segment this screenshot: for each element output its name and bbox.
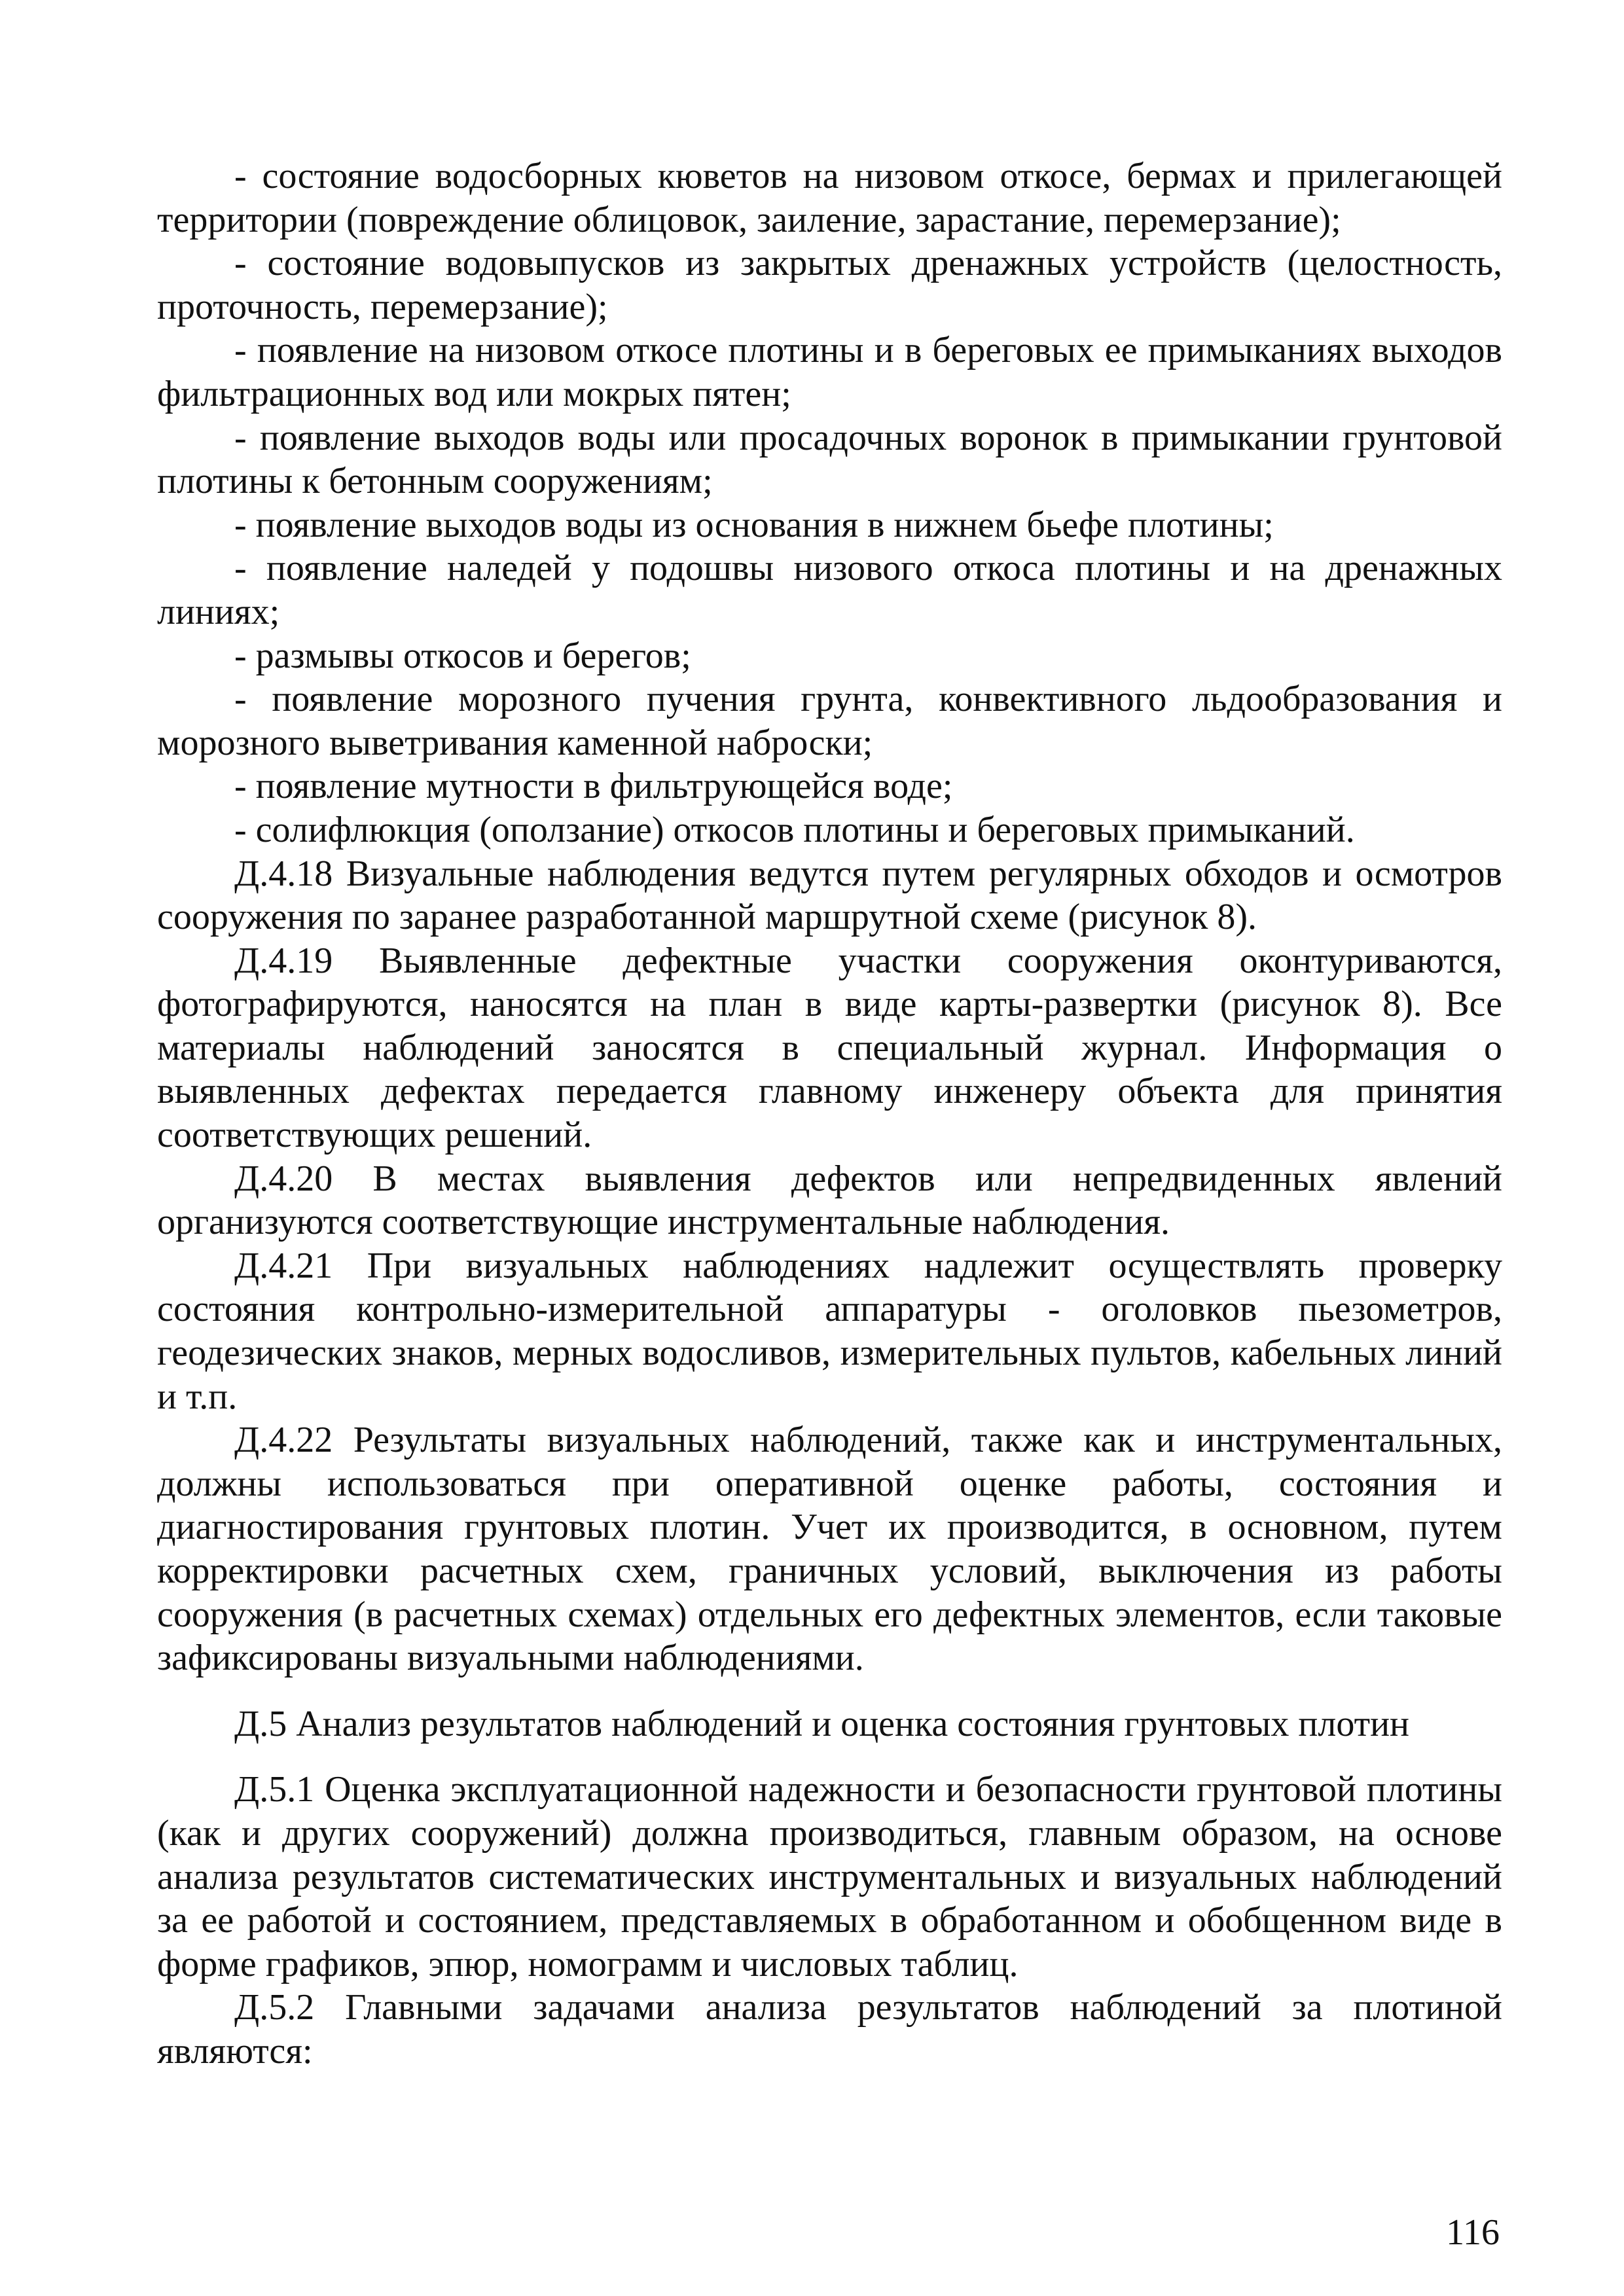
list-item-water-outlets: - состояние водовыпусков из закрытых дренажных устройств (целостность, проточность, перемерзание);	[157, 243, 1502, 327]
list-item-turbidity: - появление мутности в фильтрующейся воде;	[234, 766, 953, 807]
section-heading-d-5: Д.5 Анализ результатов наблюдений и оценка состояния грунтовых плотин	[234, 1703, 1410, 1744]
page-number: 116	[1446, 2212, 1500, 2253]
document-page	[157, 154, 1502, 2073]
list-item-solifluction: - солифлюкция (оползание) откосов плотины и береговых примыканий.	[234, 809, 1355, 850]
clause-d-5-2: Д.5.2 Главными задачами анализа результатов наблюдений за плотиной являются:	[157, 1987, 1502, 2072]
list-item-drainage-ditches: - состояние водосборных кюветов на низовом откосе, бермах и прилегающей территории (повреждение облицовок, заиление, зарастание, перемерзание);	[157, 156, 1502, 240]
clause-d-4-19: Д.4.19 Выявленные дефектные участки сооружения оконтуриваются, фотографируются, наносятся на план в виде карты-развертки (рисунок 8). Все материалы наблюдений заносятся в специальный журнал. Информация о выявленных дефектах передается главному инженеру объекта для принятия соответствующих решений.	[157, 940, 1502, 1156]
list-item-frost-heave: - появление морозного пучения грунта, конвективного льдообразования и морозного выветривания каменной наброски;	[157, 679, 1502, 763]
list-item-subsidence-funnels: - появление выходов воды или просадочных воронок в примыкании грунтовой плотины к бетонным сооружениям;	[157, 417, 1502, 502]
clause-d-4-18: Д.4.18 Визуальные наблюдения ведутся путем регулярных обходов и осмотров сооружения по заранее разработанной маршрутной схеме (рисунок 8).	[157, 853, 1502, 938]
list-item-ice-formation: - появление наледей у подошвы низового откоса плотины и на дренажных линиях;	[157, 548, 1502, 632]
clause-d-4-21: Д.4.21 При визуальных наблюдениях надлежит осуществлять проверку состояния контрольно-измерительной аппаратуры - оголовков пьезометров, геодезических знаков, мерных водосливов, измерительных пультов, кабельных линий и т.п.	[157, 1245, 1502, 1417]
clause-d-4-20: Д.4.20 В местах выявления дефектов или непредвиденных явлений организуются соответствующие инструментальные наблюдения.	[157, 1158, 1502, 1243]
clause-d-5-1: Д.5.1 Оценка эксплуатационной надежности и безопасности грунтовой плотины (как и других сооружений) должна производиться, главным образом, на основе анализа результатов систематических инструментальных и визуальных наблюдений за ее работой и состоянием, представляемых в обработанном и обобщенном виде в форме графиков, эпюр, номограмм и числовых таблиц.	[157, 1769, 1502, 1984]
list-item-seepage-outlets: - появление на низовом откосе плотины и в береговых ее примыканиях выходов фильтрационных вод или мокрых пятен;	[157, 330, 1502, 414]
list-item-foundation-water: - появление выходов воды из основания в нижнем бьефе плотины;	[234, 504, 1274, 545]
list-item-erosion: - размывы откосов и берегов;	[234, 635, 691, 676]
clause-d-4-22: Д.4.22 Результаты визуальных наблюдений, также как и инструментальных, должны использоваться при оперативной оценке работы, состояния и диагностирования грунтовых плотин. Учет их производится, в основном, путем корректировки расчетных схем, граничных условий, выключения из работы сооружения (в расчетных схемах) отдельных его дефектных элементов, если таковые зафиксированы визуальными наблюдениями.	[157, 1420, 1502, 1679]
